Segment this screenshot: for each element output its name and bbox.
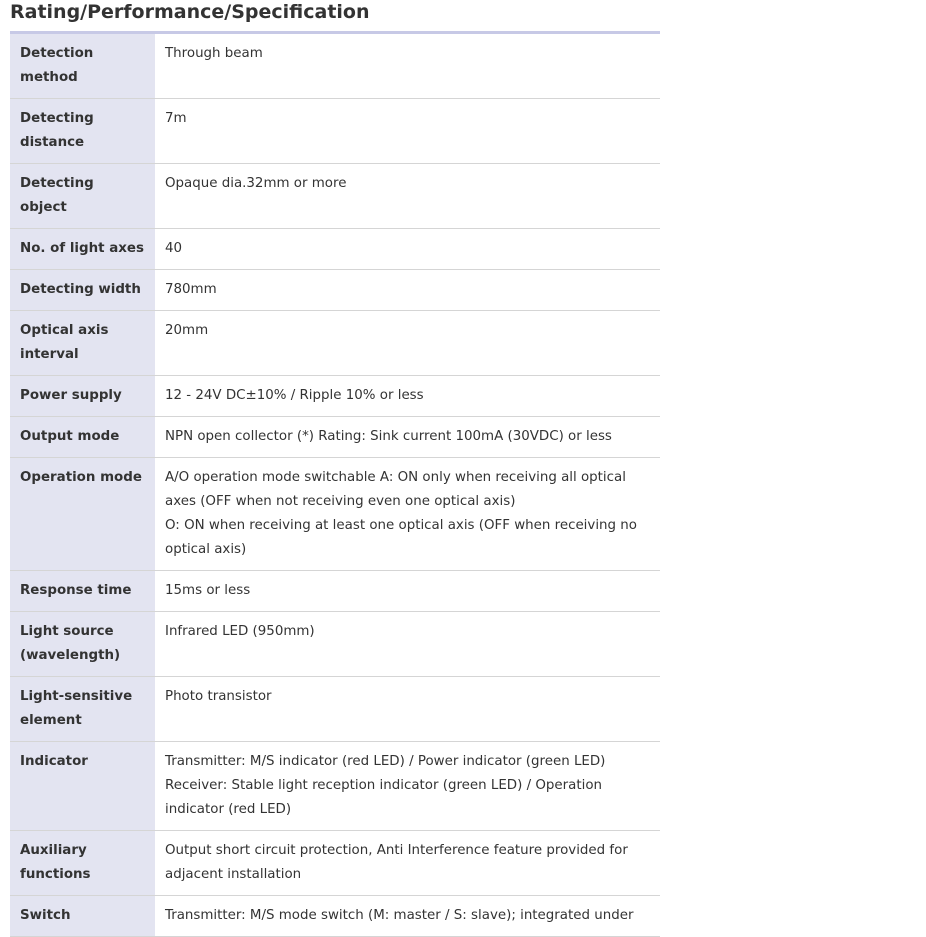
spec-value xyxy=(155,571,660,612)
spec-value-line: Photo transistor xyxy=(165,689,272,704)
spec-value-line: Through beam xyxy=(165,46,263,61)
spec-row xyxy=(10,612,660,677)
spec-value-line: NPN open collector (*) Rating: Sink current 100mA (30VDC) or less xyxy=(165,429,612,444)
spec-label: Optical axis interval xyxy=(10,311,155,376)
spec-value xyxy=(155,229,660,270)
spec-table-body xyxy=(10,34,660,937)
spec-row xyxy=(10,376,660,417)
spec-label: Light source (wavelength) xyxy=(10,612,155,677)
spec-value xyxy=(155,164,660,229)
spec-row xyxy=(10,896,660,937)
spec-row xyxy=(10,270,660,311)
spec-row xyxy=(10,417,660,458)
spec-value-line: 15ms or less xyxy=(165,583,251,598)
spec-label: Detecting width xyxy=(10,270,155,311)
spec-value-line: 7m xyxy=(165,111,187,126)
spec-value-line: 12 - 24V DC±10% / Ripple 10% or less xyxy=(165,388,424,403)
spec-value xyxy=(155,376,660,417)
spec-label: Switch xyxy=(10,896,155,937)
spec-value xyxy=(155,34,660,99)
spec-row xyxy=(10,742,660,831)
spec-value-line: Output short circuit protection, Anti Interference feature provided for adjacent installation xyxy=(165,843,628,882)
spec-label: Detection method xyxy=(10,34,155,99)
spec-value xyxy=(155,458,660,571)
spec-value-line: 780mm xyxy=(165,282,217,297)
section-title: Rating/Performance/Specification xyxy=(10,0,660,34)
spec-value-line: A/O operation mode switchable A: ON only when receiving all optical axes (OFF when not receiving even one optical axis) xyxy=(165,470,626,509)
spec-value-line: 40 xyxy=(165,241,183,256)
spec-row xyxy=(10,571,660,612)
spec-value-line: Receiver: Stable light reception indicator (green LED) / Operation indicator (red LED) xyxy=(165,778,602,817)
spec-value-line: Transmitter: M/S indicator (red LED) / Power indicator (green LED) xyxy=(165,754,606,769)
spec-table xyxy=(10,34,660,937)
spec-label: Light-sensitive element xyxy=(10,677,155,742)
spec-label: Indicator xyxy=(10,742,155,831)
spec-value xyxy=(155,99,660,164)
spec-row xyxy=(10,34,660,99)
spec-value xyxy=(155,831,660,896)
spec-value-line: Opaque dia.32mm or more xyxy=(165,176,347,191)
spec-label: Output mode xyxy=(10,417,155,458)
spec-row xyxy=(10,458,660,571)
spec-value-line: 20mm xyxy=(165,323,209,338)
spec-value xyxy=(155,612,660,677)
spec-row xyxy=(10,164,660,229)
spec-value xyxy=(155,270,660,311)
spec-section xyxy=(10,0,660,937)
spec-row xyxy=(10,229,660,270)
spec-label: Detecting object xyxy=(10,164,155,229)
spec-label: Operation mode xyxy=(10,458,155,571)
spec-row xyxy=(10,677,660,742)
spec-row xyxy=(10,831,660,896)
spec-label: Power supply xyxy=(10,376,155,417)
spec-value-line: Infrared LED (950mm) xyxy=(165,624,315,639)
spec-value-line: Transmitter: M/S mode switch (M: master / S: slave); integrated under xyxy=(165,908,634,923)
spec-label: Response time xyxy=(10,571,155,612)
spec-label: Detecting distance xyxy=(10,99,155,164)
spec-row xyxy=(10,311,660,376)
spec-label: Auxiliary functions xyxy=(10,831,155,896)
spec-value xyxy=(155,417,660,458)
spec-value xyxy=(155,677,660,742)
spec-value-line: O: ON when receiving at least one optical axis (OFF when receiving no optical axis) xyxy=(165,518,637,557)
spec-value xyxy=(155,896,660,937)
spec-row xyxy=(10,99,660,164)
spec-label: No. of light axes xyxy=(10,229,155,270)
spec-value xyxy=(155,311,660,376)
spec-value xyxy=(155,742,660,831)
